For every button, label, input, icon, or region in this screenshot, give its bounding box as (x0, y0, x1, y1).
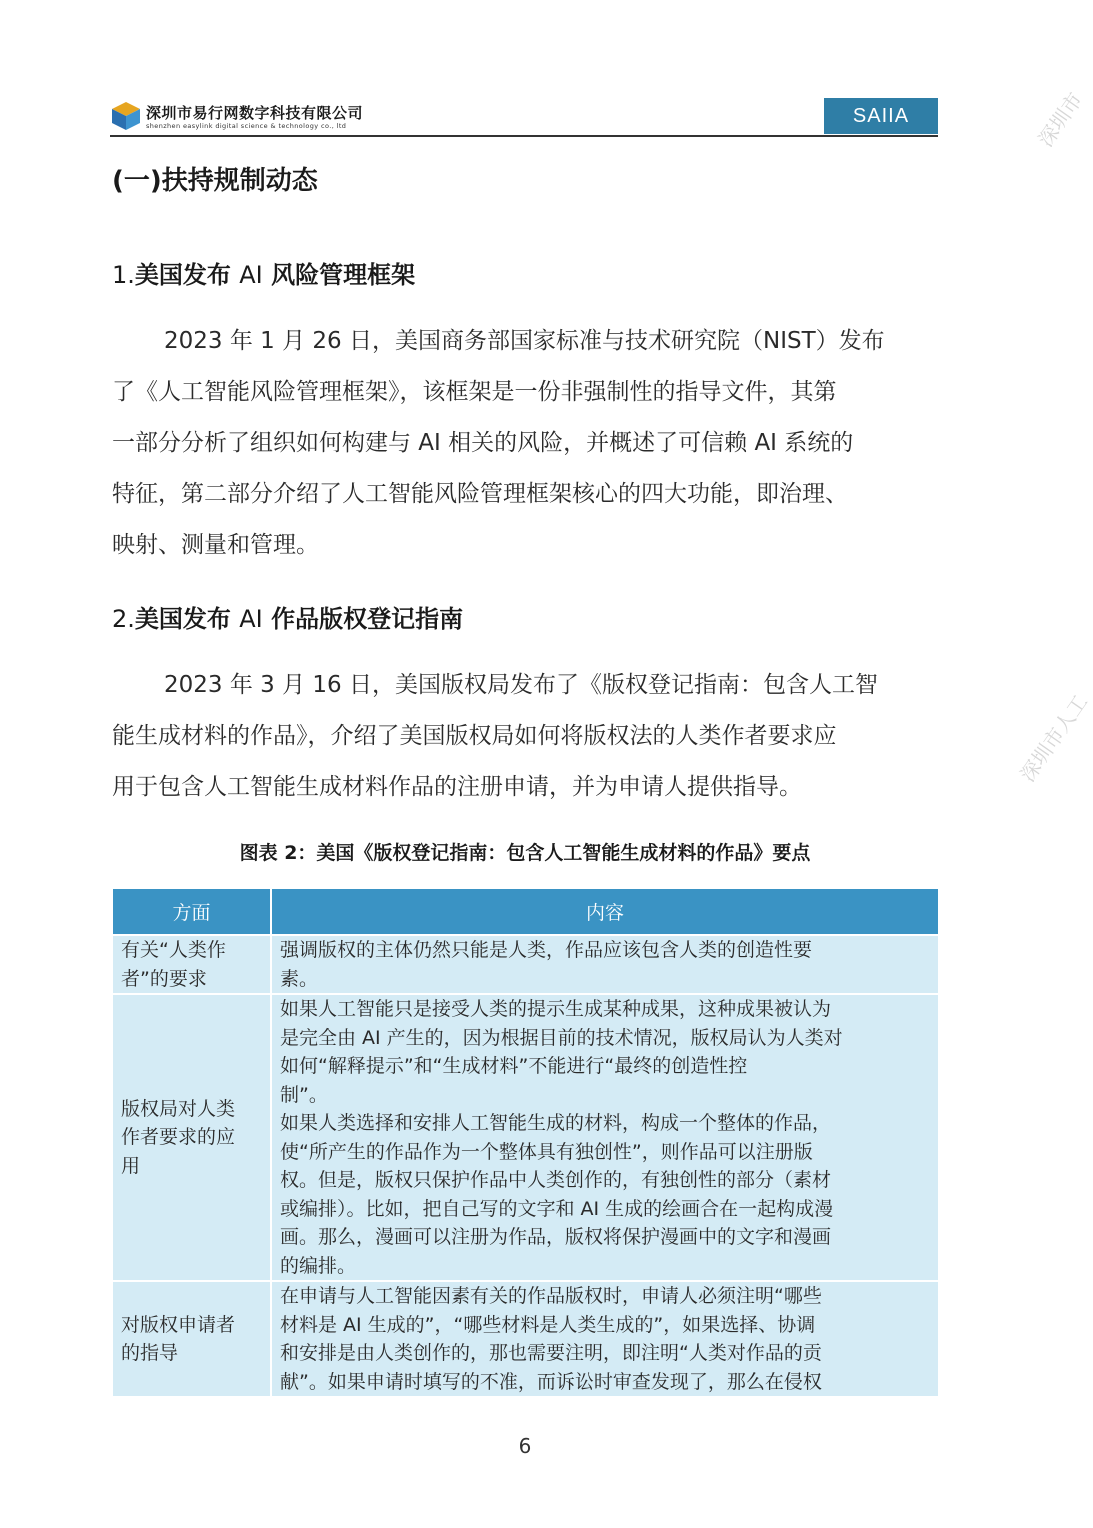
cell-line: 权。但是，版权只保护作品中人类创作的，有独创性的部分（素材 (280, 1169, 832, 1191)
cell-line: 使“所产生的作品作为一个整体具有独创性”，则作品可以注册版 (280, 1140, 813, 1163)
paragraph-line: 映射、测量和管理。 (112, 532, 319, 558)
table-row (113, 935, 938, 994)
heading-text-ai: AI (239, 605, 263, 633)
subsection-heading-1 (112, 255, 415, 290)
cell-line: 献”。如果申请时填写的不准，而诉讼时审查发现了，那么在侵权 (280, 1370, 822, 1393)
table-header-content: 内容 (271, 889, 938, 935)
company-name-en: shenzhen easylink digital science & technology co., ltd (146, 122, 347, 130)
paragraph-line: 用于包含人工智能生成材料作品的注册申请，并为申请人提供指导。 (112, 774, 802, 800)
heading-text-pre: 美国发布 (134, 261, 240, 289)
heading-text-post: 风险管理框架 (262, 261, 416, 289)
paragraph-line: 2023 年 1 月 26 日，美国商务部国家标准与技术研究院（NIST）发布 (164, 328, 885, 354)
paragraph-line: 2023 年 3 月 16 日，美国版权局发布了《版权登记指南：包含人工智 (164, 672, 878, 698)
table-row (113, 994, 938, 1281)
cell-line: 制”。 (280, 1083, 328, 1106)
cell-line: 对版权申请者 (121, 1313, 236, 1336)
table-header-row (113, 889, 938, 935)
cell-line: 强调版权的主体仍然只能是人类，作品应该包含人类的创造性要 (280, 939, 813, 961)
paragraph-copyright-guide (112, 660, 938, 813)
cell-line: 和安排是由人类创作的，那也需要注明，即注明“人类对作品的贡 (280, 1342, 822, 1364)
cell-line: 用 (121, 1154, 141, 1177)
heading-text-post: 作品版权登记指南 (262, 605, 464, 633)
section-title: (一)扶持规制动态 (112, 166, 318, 196)
cell-line: 是完全由 AI 产生的，因为根据目前的技术情况，版权局认为人类对 (280, 1026, 843, 1049)
table-cell-content (271, 935, 938, 994)
watermark-text: 深圳市人工 (1015, 690, 1093, 787)
table-cell-content (271, 994, 938, 1281)
table-row (113, 1281, 938, 1396)
cell-line: 材料是 AI 生成的”，“哪些材料是人类生成的”，如果选择、协调 (280, 1313, 816, 1336)
paragraph-line: 能生成材料的作品》，介绍了美国版权局如何将版权法的人类作者要求应 (112, 723, 837, 749)
watermark-text: 深圳市 (1033, 88, 1088, 152)
page-header (110, 94, 938, 138)
cube-logo-icon (110, 100, 142, 132)
cell-line: 版权局对人类 (121, 1097, 236, 1120)
cell-line: 如果人类选择和安排人工智能生成的材料，构成一个整体的作品， (280, 1112, 832, 1134)
page-number: 6 (518, 1434, 532, 1458)
paragraph-nist-framework (112, 316, 938, 571)
cell-line: 如果人工智能只是接受人类的提示生成某种成果，这种成果被认为 (280, 998, 832, 1020)
table-cell-aspect (113, 1281, 271, 1396)
table-cell-content (271, 1281, 938, 1396)
table-cell-aspect (113, 935, 271, 994)
cell-line: 画。那么，漫画可以注册为作品，版权将保护漫画中的文字和漫画 (280, 1226, 832, 1248)
cell-line: 的编排。 (280, 1254, 357, 1277)
company-name-cn: 深圳市易行网数字科技有限公司 (146, 104, 364, 122)
heading-number: 2. (112, 605, 135, 633)
cell-line: 者”的要求 (121, 967, 207, 990)
cell-line: 或编排）。比如，把自己写的文字和 AI 生成的绘画合在一起构成漫 (280, 1197, 834, 1220)
heading-text-pre: 美国发布 (134, 605, 240, 633)
cell-line: 的指导 (121, 1342, 179, 1364)
header-divider (110, 135, 938, 137)
cell-line: 在申请与人工智能因素有关的作品版权时，申请人必须注明“哪些 (280, 1285, 822, 1307)
cell-line: 有关“人类作 (121, 939, 226, 961)
cell-line: 作者要求的应 (121, 1126, 236, 1149)
heading-text-ai: AI (239, 261, 263, 289)
paragraph-line: 特征，第二部分介绍了人工智能风险管理框架核心的四大功能，即治理、 (112, 481, 848, 507)
table-cell-aspect (113, 994, 271, 1281)
cell-line: 如何“解释提示”和“生成材料”不能进行“最终的创造性控 (280, 1055, 748, 1077)
saiia-badge: SAIIA (824, 98, 938, 134)
cell-line: 素。 (280, 967, 319, 990)
table-header-aspect: 方面 (113, 889, 271, 935)
subsection-heading-2 (112, 599, 463, 634)
paragraph-line: 一部分分析了组织如何构建与 AI 相关的风险，并概述了可信赖 AI 系统的 (112, 430, 854, 456)
guide-points-table (113, 889, 938, 1396)
table-caption: 图表 2：美国《版权登记指南：包含人工智能生成材料的作品》要点 (239, 842, 811, 864)
paragraph-line: 了《人工智能风险管理框架》，该框架是一份非强制性的指导文件，其第 (112, 379, 837, 405)
heading-number: 1. (112, 261, 135, 289)
